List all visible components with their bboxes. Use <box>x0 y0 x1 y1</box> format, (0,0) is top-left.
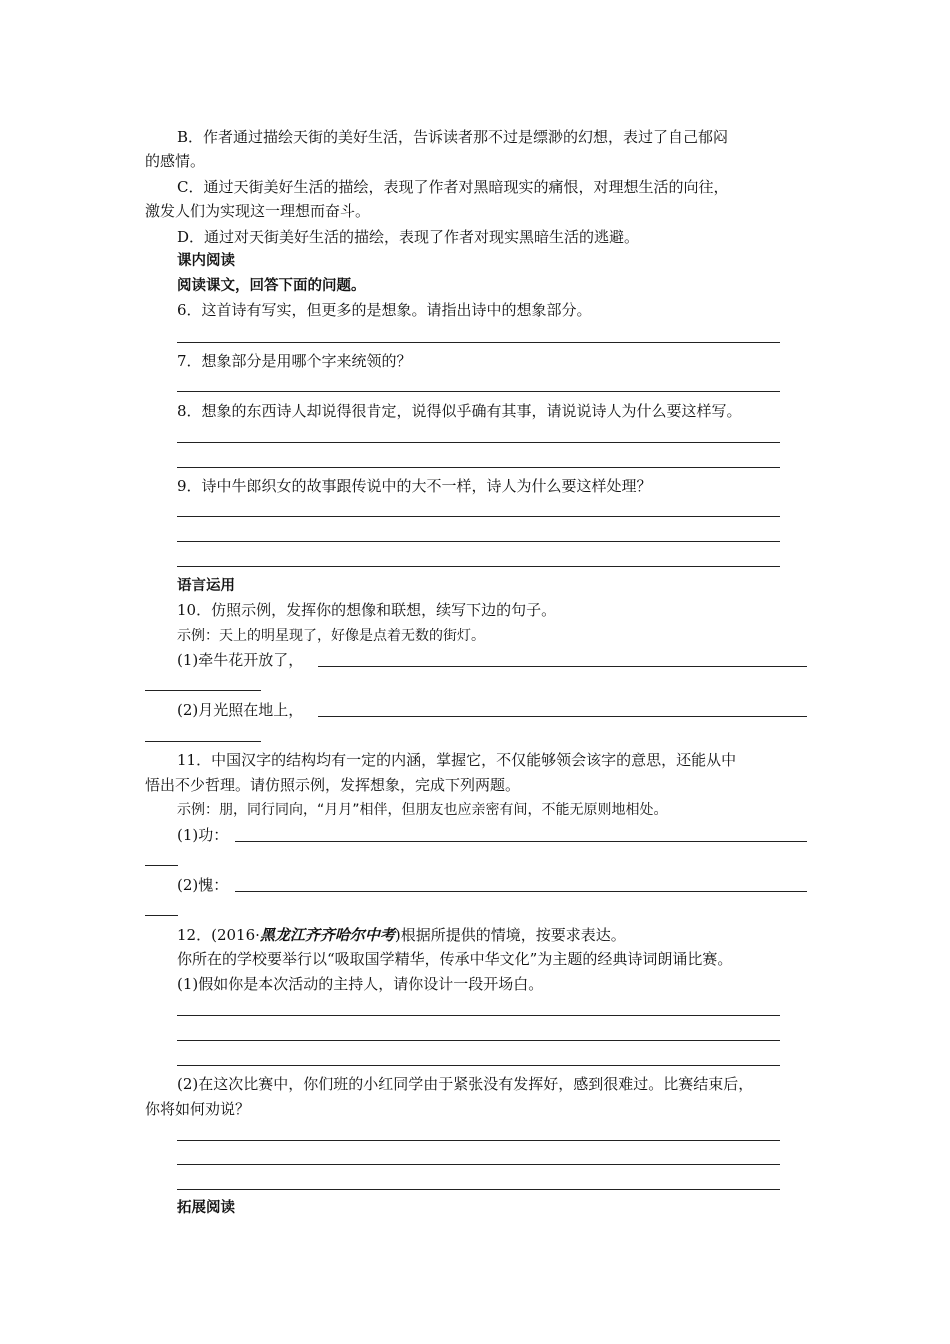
option-b-line2: 的感情。 <box>145 152 206 170</box>
answer-line[interactable] <box>235 841 807 842</box>
answer-line[interactable] <box>145 865 178 866</box>
answer-line[interactable] <box>177 566 780 567</box>
question-12-part2-line2: 你将如何劝说？ <box>145 1100 251 1118</box>
answer-line[interactable] <box>177 541 780 542</box>
section-instruction: 阅读课文，回答下面的问题。 <box>177 278 366 294</box>
question-11-line1: 11．中国汉字的结构均有一定的内涵，掌握它，不仅能够领会该字的意思，还能从中 <box>177 751 737 769</box>
answer-line[interactable] <box>177 1015 780 1016</box>
answer-line[interactable] <box>177 1065 780 1066</box>
question-7: 7．想象部分是用哪个字来统领的？ <box>177 352 412 370</box>
answer-line[interactable] <box>145 690 261 691</box>
option-d: D．通过对天街美好生活的描绘，表现了作者对现实黑暗生活的逃避。 <box>177 228 640 246</box>
question-12-source: 黑龙江齐齐哈尔中考 <box>259 926 395 944</box>
answer-line[interactable] <box>145 915 178 916</box>
answer-line[interactable] <box>177 342 780 343</box>
question-10-part2: (2)月光照在地上， <box>177 701 304 719</box>
question-12-instruction: )根据所提供的情境，按要求表达。 <box>394 926 626 944</box>
question-11-part2: (2)愧： <box>177 876 229 894</box>
answer-line[interactable] <box>177 1189 780 1190</box>
option-c-line1: C．通过天街美好生活的描绘，表现了作者对黑暗现实的痛恨，对理想生活的向往， <box>177 178 729 196</box>
question-10: 10．仿照示例，发挥你的想像和联想，续写下边的句子。 <box>177 601 557 619</box>
question-12-part1: (1)假如你是本次活动的主持人，请你设计一段开场白。 <box>177 975 544 993</box>
question-10-part1: (1)牵牛花开放了， <box>177 651 304 669</box>
section-heading-in-class: 课内阅读 <box>177 253 235 269</box>
question-12-context: 你所在的学校要举行以“吸取国学精华，传承中华文化”为主题的经典诗词朗诵比赛。 <box>177 950 733 968</box>
question-12-number: 12．(2016· <box>177 926 260 944</box>
question-11-line2: 悟出不少哲理。请仿照示例，发挥想象，完成下列两题。 <box>145 776 521 794</box>
answer-line[interactable] <box>177 467 780 468</box>
question-12-part2-line1: (2)在这次比赛中，你们班的小红同学由于紧张没有发挥好，感到很难过。比赛结束后， <box>177 1075 754 1093</box>
question-12 <box>177 925 626 945</box>
answer-line[interactable] <box>318 666 807 667</box>
question-9: 9．诗中牛郎织女的故事跟传说中的大不一样，诗人为什么要这样处理？ <box>177 477 652 495</box>
answer-line[interactable] <box>177 1164 780 1165</box>
question-11-example: 示例：朋，同行同向，“月月”相伴，但朋友也应亲密有间，不能无原则地相处。 <box>177 802 668 818</box>
answer-line[interactable] <box>318 716 807 717</box>
question-6: 6．这首诗有写实，但更多的是想象。请指出诗中的想象部分。 <box>177 301 592 319</box>
answer-line[interactable] <box>235 891 807 892</box>
answer-line[interactable] <box>177 391 780 392</box>
question-11-part1: (1)功： <box>177 826 229 844</box>
answer-line[interactable] <box>177 1140 780 1141</box>
answer-line[interactable] <box>177 516 780 517</box>
question-8: 8．想象的东西诗人却说得很肯定，说得似乎确有其事，请说说诗人为什么要这样写。 <box>177 402 742 420</box>
section-heading-extended: 拓展阅读 <box>177 1200 235 1216</box>
answer-line[interactable] <box>177 1040 780 1041</box>
option-c-line2: 激发人们为实现这一理想而奋斗。 <box>145 202 371 220</box>
section-heading-language: 语言运用 <box>177 578 235 594</box>
option-b-line1: B．作者通过描绘天街的美好生活，告诉读者那不过是缥渺的幻想，表过了自己郁闷 <box>177 128 729 146</box>
answer-line[interactable] <box>145 741 261 742</box>
question-10-example: 示例：天上的明星现了，好像是点着无数的街灯。 <box>177 628 485 644</box>
answer-line[interactable] <box>177 442 780 443</box>
